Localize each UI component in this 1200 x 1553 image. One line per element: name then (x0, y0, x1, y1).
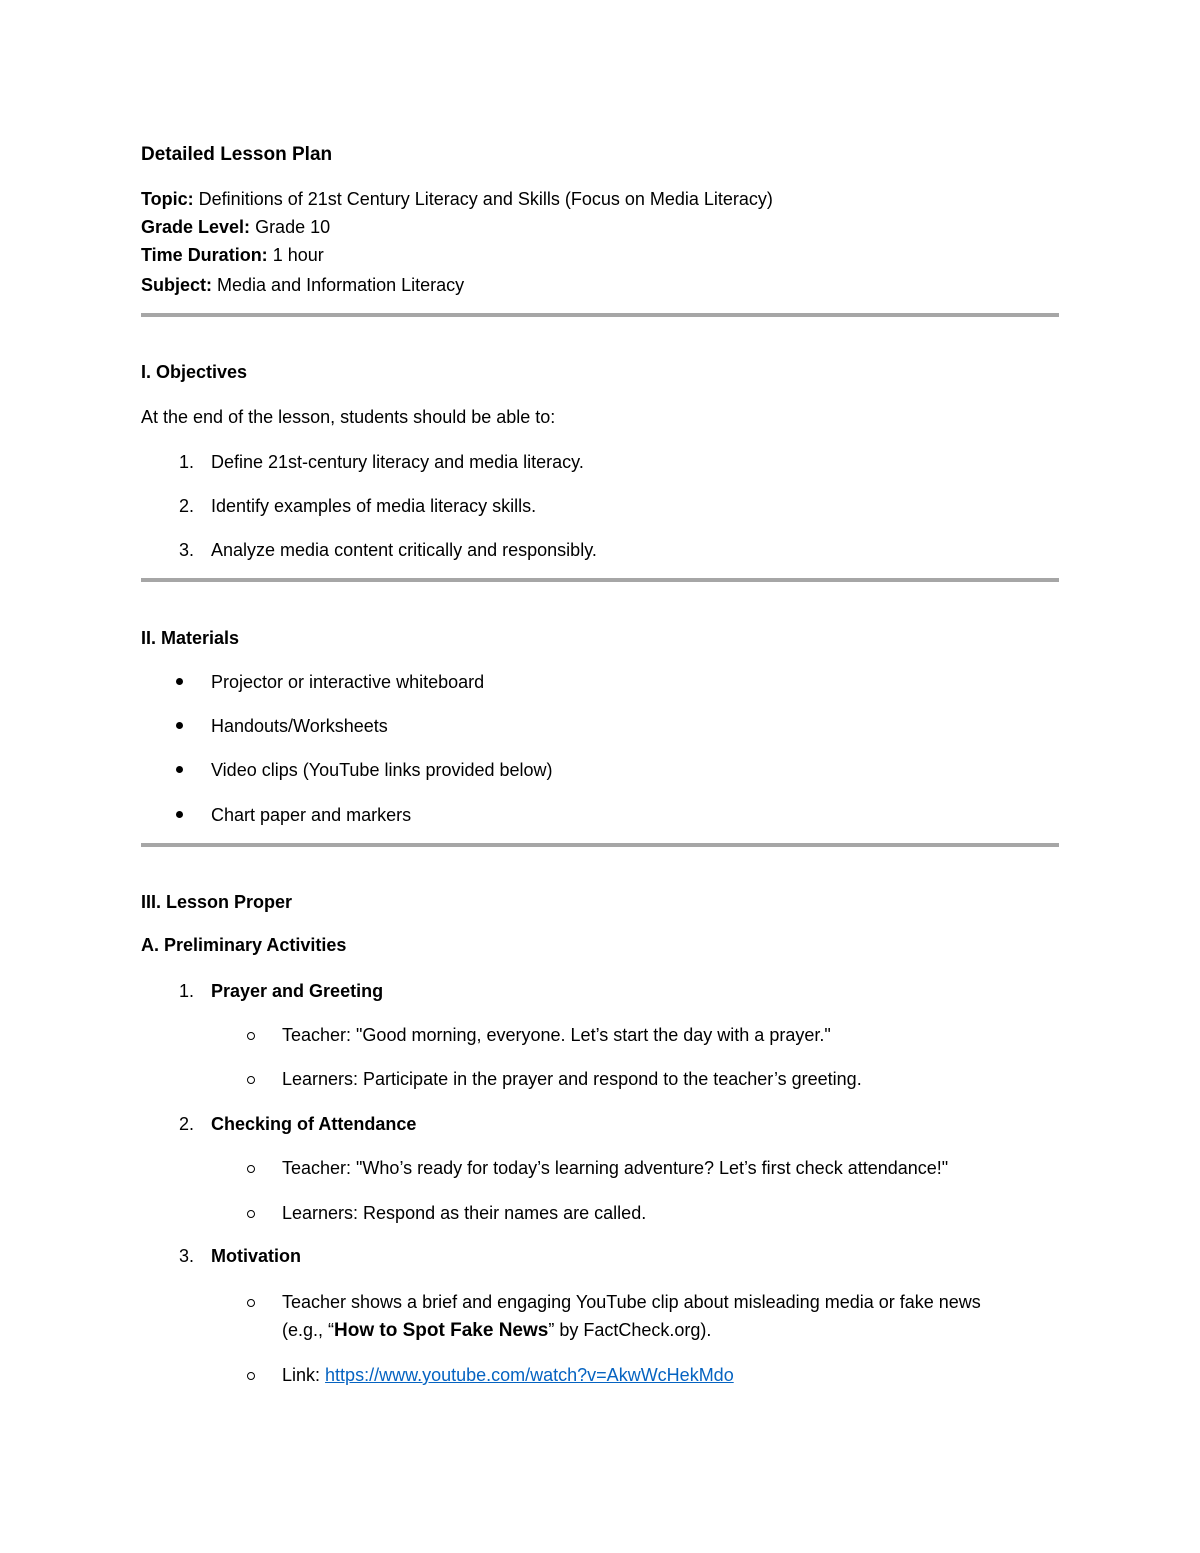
topic-line (141, 188, 773, 210)
materials-heading: II. Materials (141, 628, 240, 648)
bullet-icon (176, 678, 183, 685)
sub-bullet-icon (247, 1299, 255, 1307)
bullet-icon (176, 722, 183, 729)
sub-bullet-icon (247, 1165, 255, 1173)
grade-label: Grade Level: (141, 217, 251, 237)
topic-value: Definitions of 21st Century Literacy and Skills (Focus on Media Literacy) (198, 189, 773, 209)
objectives-heading: I. Objectives (141, 362, 248, 382)
link-line (282, 1364, 734, 1386)
video-title: How to Spot Fake News (334, 1320, 549, 1341)
topic-label: Topic: (141, 189, 194, 209)
link-label: Link: (282, 1365, 321, 1385)
example-suffix: ” by FactCheck.org). (548, 1320, 712, 1340)
sub-bullet-icon (247, 1076, 255, 1084)
preliminary-heading: A. Preliminary Activities (141, 935, 347, 955)
grade-line (141, 216, 330, 238)
lesson-heading: III. Lesson Proper (141, 892, 293, 912)
objective-number: 3. (178, 540, 194, 560)
step-title: Motivation (211, 1246, 301, 1266)
time-line (141, 244, 324, 266)
grade-value: Grade 10 (255, 217, 331, 237)
motivation-text: Teacher shows a brief and engaging YouTube clip about misleading media or fake news (282, 1292, 981, 1312)
material-item: Handouts/Worksheets (211, 716, 388, 736)
objective-item: Analyze media content critically and responsibly. (211, 540, 597, 560)
subject-line (141, 274, 464, 296)
objectives-intro: At the end of the lesson, students should be able to: (141, 407, 556, 427)
motivation-example (282, 1319, 711, 1342)
time-label: Time Duration: (141, 245, 268, 265)
step-point: Teacher: "Who’s ready for today’s learning adventure? Let’s first check attendance!" (282, 1158, 949, 1178)
example-prefix: (e.g., “ (282, 1320, 335, 1340)
step-number: 2. (178, 1114, 194, 1134)
time-value: 1 hour (272, 245, 324, 265)
section-divider (141, 578, 1059, 582)
bullet-icon (176, 811, 183, 818)
page-title: Detailed Lesson Plan (141, 144, 333, 165)
step-number: 3. (178, 1246, 194, 1266)
objective-number: 1. (178, 452, 194, 472)
sub-bullet-icon (247, 1032, 255, 1040)
subject-label: Subject: (141, 275, 213, 295)
objective-number: 2. (178, 496, 194, 516)
sub-bullet-icon (247, 1210, 255, 1218)
material-item: Chart paper and markers (211, 805, 412, 825)
section-divider (141, 313, 1059, 317)
sub-bullet-icon (247, 1372, 255, 1380)
step-number: 1. (178, 981, 194, 1001)
step-title: Checking of Attendance (211, 1114, 417, 1134)
step-point: Teacher: "Good morning, everyone. Let’s start the day with a prayer." (282, 1025, 831, 1045)
section-divider (141, 843, 1059, 847)
bullet-icon (176, 766, 183, 773)
youtube-link[interactable]: https://www.youtube.com/watch?v=AkwWcHekMdo (325, 1365, 734, 1385)
step-title: Prayer and Greeting (211, 981, 384, 1001)
material-item: Video clips (YouTube links provided below) (211, 760, 553, 780)
objective-item: Define 21st-century literacy and media literacy. (211, 452, 584, 472)
material-item: Projector or interactive whiteboard (211, 672, 485, 692)
subject-value: Media and Information Literacy (217, 275, 465, 295)
step-point: Learners: Participate in the prayer and respond to the teacher’s greeting. (282, 1069, 862, 1089)
step-point: Learners: Respond as their names are called. (282, 1203, 647, 1223)
objective-item: Identify examples of media literacy skills. (211, 496, 537, 516)
